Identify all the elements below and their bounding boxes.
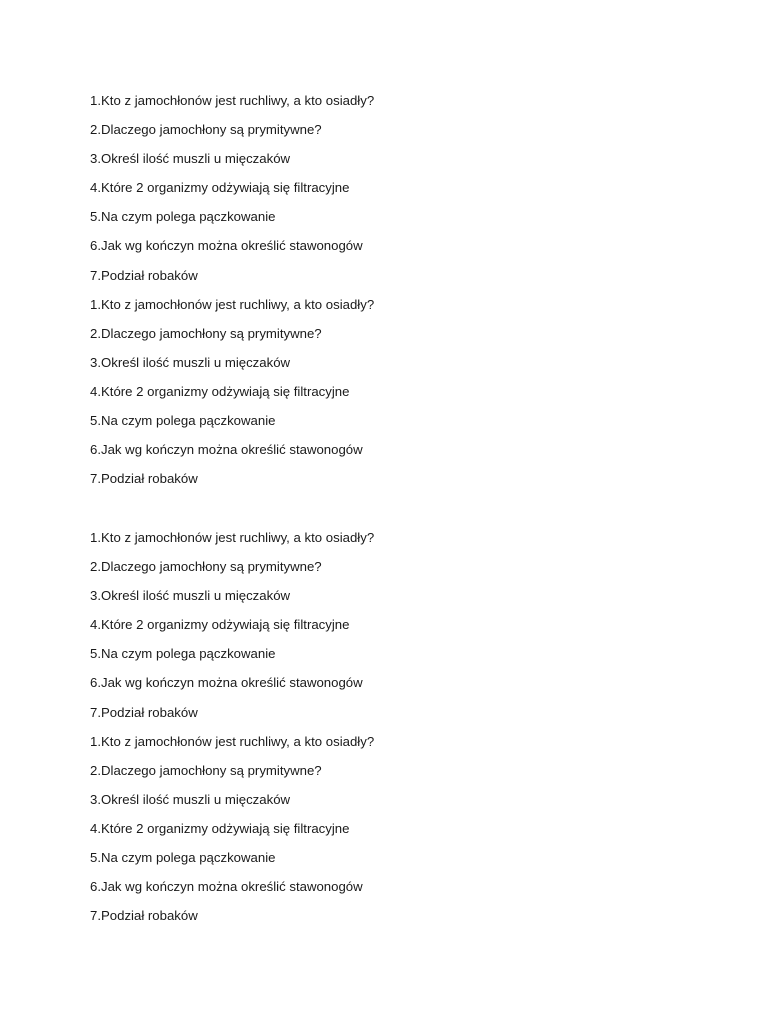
question-line: 5.Na czym polega pączkowanie [90,850,276,866]
question-line: 1.Kto z jamochłonów jest ruchliwy, a kto osiadły? [90,93,375,108]
question-line: 3.Określ ilość muszli u mięczaków [90,791,291,807]
question-block-2 [90,528,710,935]
question-line: 2.Dlaczego jamochłony są prymitywne? [90,559,322,575]
question-line: 6.Jak wg kończyn można określić stawonogów [90,879,363,895]
question-line: 6.Jak wg kończyn można określić stawonogów [90,442,363,458]
question-line: 3.Określ ilość muszli u mięczaków [90,151,291,167]
question-line: 2.Dlaczego jamochłony są prymitywne? [90,122,322,138]
question-line: 7.Podział robaków [90,908,198,924]
question-line: 7.Podział robaków [90,471,198,487]
question-line: 3.Określ ilość muszli u mięczaków [90,354,291,370]
question-line: 4.Które 2 organizmy odżywiają się filtracyjne [90,383,350,399]
question-line: 1.Kto z jamochłonów jest ruchliwy, a kto osiadły? [90,296,375,312]
question-line: 3.Określ ilość muszli u mięczaków [90,588,291,604]
question-line: 2.Dlaczego jamochłony są prymitywne? [90,325,322,341]
question-block-1 [90,91,710,498]
question-line: 7.Podział robaków [90,267,198,283]
question-line: 1.Kto z jamochłonów jest ruchliwy, a kto osiadły? [90,733,375,749]
question-line: 5.Na czym polega pączkowanie [90,209,276,225]
question-line: 4.Które 2 organizmy odżywiają się filtracyjne [90,617,350,633]
question-line: 6.Jak wg kończyn można określić stawonogów [90,238,363,254]
question-line: 4.Które 2 organizmy odżywiają się filtracyjne [90,820,350,836]
question-line: 5.Na czym polega pączkowanie [90,413,276,429]
question-line: 1.Kto z jamochłonów jest ruchliwy, a kto osiadły? [90,530,375,545]
question-line: 7.Podział robaków [90,704,198,720]
question-line: 2.Dlaczego jamochłony są prymitywne? [90,762,322,778]
question-line: 5.Na czym polega pączkowanie [90,646,276,662]
question-line: 6.Jak wg kończyn można określić stawonogów [90,675,363,691]
question-line: 4.Które 2 organizmy odżywiają się filtracyjne [90,180,350,196]
